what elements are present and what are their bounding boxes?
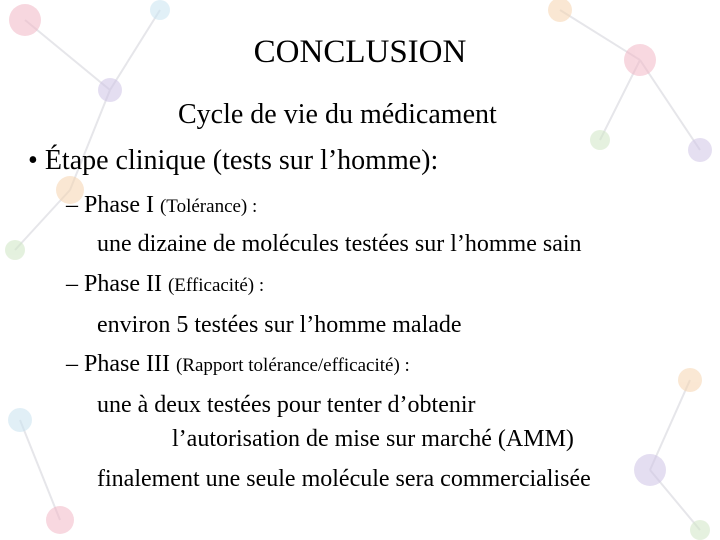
- bullet-text: Étape clinique (tests sur l’homme):: [44, 145, 439, 176]
- phase-3-detail-1: une à deux testées pour tenter d’obtenir: [97, 392, 476, 418]
- phase-2-detail: environ 5 testées sur l’homme malade: [97, 312, 462, 338]
- phase-1-label: – Phase I: [66, 192, 154, 218]
- phase-1-note: (Tolérance) :: [159, 196, 258, 217]
- phase-3-heading: [66, 352, 410, 376]
- phase-1-heading: [66, 193, 257, 217]
- phase-3-detail-2: l’autorisation de mise sur marché (AMM): [172, 426, 574, 452]
- phase-2-heading: [66, 272, 264, 296]
- slide-title: CONCLUSION: [253, 34, 467, 70]
- phase-1-detail: une dizaine de molécules testées sur l’homme sain: [97, 231, 582, 257]
- phase-2-label: – Phase II: [66, 271, 162, 297]
- slide-subtitle: Cycle de vie du médicament: [178, 99, 497, 130]
- phase-2-note: (Efficacité) :: [167, 275, 265, 296]
- phase-3-detail-3: finalement une seule molécule sera commercialisée: [97, 466, 591, 492]
- bullet-marker: •: [28, 145, 38, 176]
- bullet-item: [28, 147, 438, 175]
- phase-3-note: (Rapport tolérance/efficacité) :: [175, 355, 410, 376]
- phase-3-label: – Phase III: [66, 351, 170, 377]
